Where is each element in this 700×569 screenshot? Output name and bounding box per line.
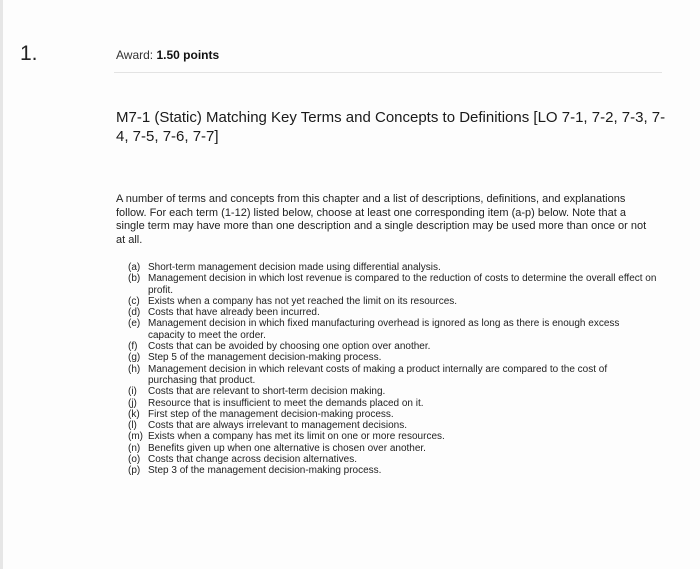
definition-key: (c) [128, 295, 140, 307]
definition-text: Step 3 of the management decision-making process. [148, 465, 382, 477]
header-divider [114, 72, 662, 73]
definition-key: (p) [128, 465, 141, 477]
award-points [116, 48, 219, 62]
definition-text: Benefits given up when one alternative is chosen over another. [148, 442, 426, 454]
question-title: M7-1 (Static) Matching Key Terms and Concepts to Definitions [LO 7-1, 7-2, 7-3, 7-4, 7-5, 7-6, 7-7] [116, 109, 666, 145]
definitions-list [128, 262, 658, 477]
definition-key: (o) [128, 454, 141, 466]
definition-text: Step 5 of the management decision-making process. [148, 352, 382, 364]
definition-text: Short-term management decision made using differential analysis. [148, 262, 441, 273]
definition-item [128, 386, 658, 397]
definition-item [128, 352, 658, 363]
definition-item [128, 443, 658, 454]
definition-item [128, 296, 658, 307]
definition-item [128, 409, 658, 420]
definition-item [128, 318, 658, 341]
definition-text: Management decision in which fixed manufacturing overhead is ignored as long as there is enough excess capacity to meet the order. [148, 318, 620, 341]
definition-item [128, 420, 658, 431]
definition-key: (f) [128, 341, 138, 353]
definition-key: (b) [128, 273, 141, 285]
left-border [0, 0, 3, 569]
definition-key: (h) [128, 363, 141, 375]
definition-key: (i) [128, 386, 137, 398]
definition-text: Exists when a company has not yet reached the limit on its resources. [148, 295, 458, 307]
definition-key: (e) [128, 318, 141, 330]
question-intro: A number of terms and concepts from this chapter and a list of descriptions, definitions, and explanations follow. For each term (1-12) listed below, choose at least one corresponding item (a-p) below. Note that a single term may have more than one description and a single description may be used more than once or not at all. [116, 193, 647, 246]
definition-text: First step of the management decision-making process. [148, 408, 394, 420]
definition-text: Costs that have already been incurred. [148, 307, 320, 319]
definition-key: (a) [128, 262, 141, 273]
definition-text: Costs that change across decision alternatives. [148, 454, 357, 466]
definition-key: (d) [128, 307, 141, 319]
definition-item [128, 341, 658, 352]
definition-text: Management decision in which relevant costs of making a product internally are compared to the cost of purchasing that product. [148, 363, 608, 386]
definition-key: (k) [128, 408, 140, 420]
definition-item [128, 307, 658, 318]
definition-item [128, 262, 658, 273]
award-value: 1.50 points [156, 48, 220, 62]
definition-item [128, 398, 658, 409]
definition-key: (m) [128, 431, 143, 443]
definition-text: Exists when a company has met its limit on one or more resources. [148, 431, 445, 443]
definition-text: Resource that is insufficient to meet the demands placed on it. [148, 397, 424, 409]
definition-item [128, 431, 658, 442]
definition-item [128, 454, 658, 465]
definition-text: Costs that are always irrelevant to management decisions. [148, 420, 408, 432]
definition-text: Costs that are relevant to short-term decision making. [148, 386, 386, 398]
award-label: Award: [116, 48, 154, 62]
definition-key: (l) [128, 420, 137, 432]
definition-item [128, 465, 658, 476]
definition-text: Management decision in which lost revenue is compared to the reduction of costs to determine the overall effect on profit. [148, 273, 657, 296]
definition-item [128, 273, 658, 296]
definition-key: (g) [128, 352, 141, 364]
question-number: 1. [20, 42, 38, 65]
definition-item [128, 364, 658, 387]
definition-key: (j) [128, 397, 137, 409]
definition-key: (n) [128, 442, 141, 454]
definition-text: Costs that can be avoided by choosing one option over another. [148, 341, 431, 353]
